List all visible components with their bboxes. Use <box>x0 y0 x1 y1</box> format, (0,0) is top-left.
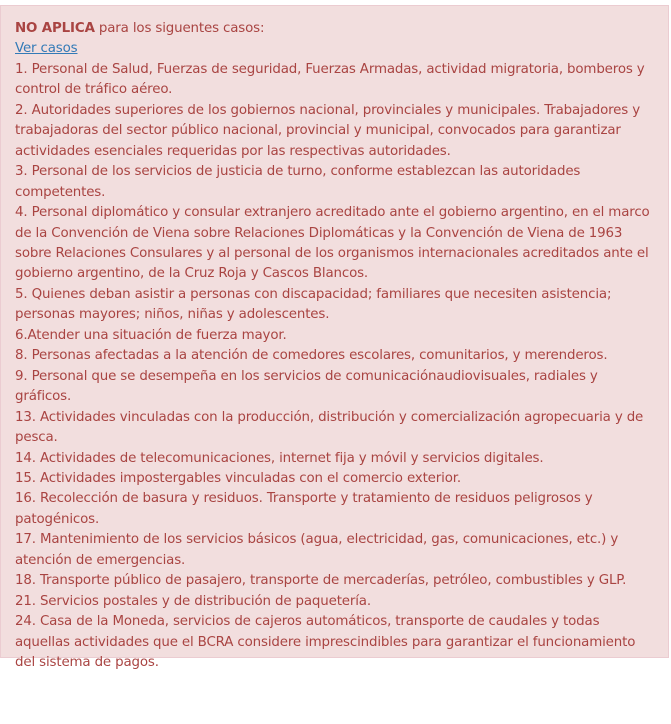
no-aplica-alert <box>0 5 669 671</box>
case-item: 4. Personal diplomático y consular extranjero acreditado ante el gobierno argentino, en el marco de la Convención de Viena sobre Relaciones Diplomáticas y la Convención de Viena de 1963 sobre Relaciones Consulares y al personal de los organismos internacionales acreditados ante el gobierno argentino, de la Cruz Roja y Cascos Blancos. <box>15 205 650 282</box>
case-item: 17. Mantenimiento de los servicios básicos (agua, electricidad, gas, comunicaciones, etc.) y atención de emergencias. <box>15 532 619 568</box>
case-item: 2. Autoridades superiores de los gobiernos nacional, provinciales y municipales. Trabajadores y trabajadoras del sector público nacional, provincial y municipal, convocados para garantizar actividades esenciales requeridas por las respectivas autoridades. <box>15 102 640 159</box>
case-item: 16. Recolección de basura y residuos. Transporte y tratamiento de residuos peligrosos y patogénicos. <box>15 491 593 527</box>
case-item: 9. Personal que se desempeña en los servicios de comunicaciónaudiovisuales, radiales y gráficos. <box>15 368 598 405</box>
ver-casos-link[interactable]: Ver casos <box>15 41 78 57</box>
ver-casos-row <box>15 39 654 59</box>
case-item: 8. Personas afectadas a la atención de comedores escolares, comunitarios, y merenderos. <box>15 348 608 364</box>
case-item: 6.Atender una situación de fuerza mayor. <box>15 327 287 343</box>
case-item: 1. Personal de Salud, Fuerzas de seguridad, Fuerzas Armadas, actividad migratoria, bomberos y control de tráfico aéreo. <box>15 61 645 98</box>
case-item: 14. Actividades de telecomunicaciones, internet fija y móvil y servicios digitales. <box>15 450 544 466</box>
case-item: 15. Actividades impostergables vinculadas con el comercio exterior. <box>15 470 461 486</box>
alert-heading <box>15 19 654 39</box>
case-item: 18. Transporte público de pasajero, transporte de mercaderías, petróleo, combustibles y GLP. <box>15 573 627 589</box>
no-aplica-label: NO APLICA <box>15 21 95 36</box>
case-item: 24. Casa de la Moneda, servicios de cajeros automáticos, transporte de caudales y todas aquellas actividades que el BCRA considere imprescindibles para garantizar el funcionamiento del sistema de pagos. <box>15 614 636 671</box>
cases-list <box>15 60 654 674</box>
heading-text: para los siguentes casos: <box>94 21 265 36</box>
case-item: 5. Quienes deban asistir a personas con discapacidad; familiares que necesiten asistencia; personas mayores; niños, niñas y adolescentes. <box>15 286 612 323</box>
case-item: 13. Actividades vinculadas con la producción, distribución y comercialización agropecuaria y de pesca. <box>15 409 644 446</box>
case-item: 3. Personal de los servicios de justicia de turno, conforme establezcan las autoridades competentes. <box>15 164 581 200</box>
case-item: 21. Servicios postales y de distribución de paquetería. <box>15 593 371 609</box>
